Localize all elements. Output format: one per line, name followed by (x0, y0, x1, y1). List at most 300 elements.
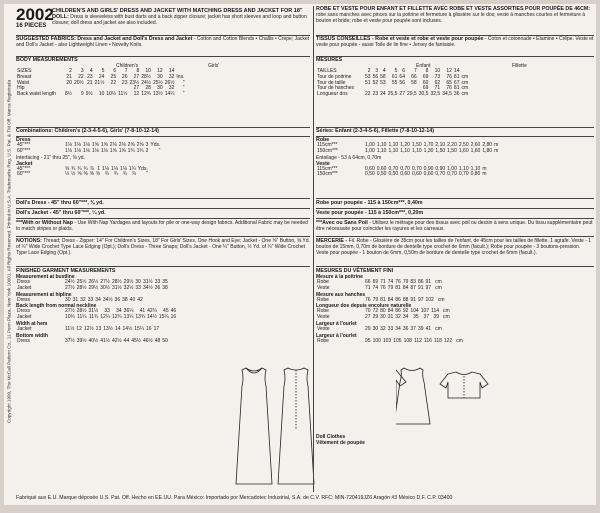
dress-yardage-cell: 1⅝ (91, 142, 99, 148)
robe-metrage-table (316, 143, 499, 155)
mesure-fini-cell: 27 (365, 314, 371, 321)
dress-yardage-cell: 1⅛ (82, 142, 90, 148)
robe-metrage-cell: 1,00 (365, 147, 375, 154)
mesure-fini-cell: cm (435, 279, 442, 285)
finished-measurement-cell: 34½ (102, 296, 113, 303)
body-measurement-cell: 6 (113, 68, 117, 74)
mesure-fini-cell: 84 (387, 308, 394, 315)
mesures-cell: cm (461, 73, 469, 80)
mesure-fini-cell: 116 (423, 337, 432, 344)
veste-metrage-cell: 0,70 (447, 171, 457, 178)
body-measurement-cell: " (182, 85, 185, 92)
robe-metrage-cell: 1,10 (376, 147, 387, 154)
body-measurement-cell: 22 (110, 79, 117, 86)
finished-measurement-cell: 27½ (65, 284, 75, 291)
mesure-fini-cell: 81 (395, 284, 401, 291)
mesure-fini-cell: 72 (372, 308, 379, 315)
finished-measurement-cell: Dress (17, 308, 31, 315)
mesure-fini-cell: 30 (372, 325, 379, 332)
series-text: Séries: Enfant (2-3-4-5-6), Fillette (7-8-10-12-14) (316, 128, 435, 134)
mesure-fini-cell: Robe (317, 296, 329, 303)
jacket-yardage-cell: 1⅛ (110, 165, 118, 172)
mesure-fini-cell: 95 (365, 337, 371, 344)
finished-measurement-cell: 11¾ (88, 314, 99, 321)
mesure-fini-cell: 105 (393, 337, 402, 344)
body-measurement-cell: 8½ (65, 91, 72, 98)
finished-measurement-cell: 14 (114, 325, 121, 332)
mesures-cell: cm (461, 85, 469, 92)
finished-measurement-cell: 37½ (65, 337, 75, 344)
finished-measurement-heading: Bottom width (16, 332, 48, 339)
robe-metrage-cell: m (494, 147, 499, 154)
mesures-cell: 56 (372, 73, 379, 80)
veste-metrage-cell: m (482, 165, 487, 172)
mesures-cell: 27 (399, 91, 405, 98)
jacket-yardage-cell: ¾ (77, 165, 82, 172)
group-girls: Girls' (208, 63, 220, 69)
doll-caption-fr: Vêtement de poupée (316, 440, 365, 446)
body-measurement-cell: Back waist length (17, 91, 56, 98)
finished-measurement-cell: 14½ (147, 314, 157, 321)
divider (16, 208, 310, 209)
body-measurement-cell: " (182, 91, 185, 98)
veste-metrage-cell: 1,10 (458, 165, 469, 172)
mesure-fini-cell: 91 (410, 296, 416, 303)
finished-measurement-cell (169, 339, 171, 345)
mesures-cell: 3 (375, 68, 379, 74)
mesures-cell: 58 (411, 79, 417, 86)
mesure-fini-heading: Largeur à l'ourlet (316, 332, 357, 339)
jacket-yardage-cell: ¾ (122, 171, 127, 178)
finished-measurement-cell: 41½ (100, 337, 110, 344)
pattern-envelope-back (4, 4, 596, 505)
mesures-cell: TAILLES (317, 68, 337, 74)
finished-measurement-cell: 13¾ (135, 314, 146, 321)
dress-yardage-cell: 1⅛ (65, 147, 72, 154)
jacket-label: Jacket (16, 160, 33, 167)
doll-caption (316, 434, 436, 446)
finished-measurement-cell: 42½ (111, 337, 122, 344)
mesures-cell: cm (461, 79, 469, 86)
mesure-fini-cell: 37 (423, 314, 430, 321)
mesure-fini-cell: 118 (433, 337, 442, 344)
notions-label: NOTIONS: (16, 238, 42, 244)
mesure-fini-cell: 32 (395, 314, 401, 321)
body-measurement-cell: 21½ (94, 79, 105, 86)
veste-metrage-cell: 0,50 (365, 171, 375, 178)
mesure-fini-cell: 100 (372, 337, 381, 344)
body-measurement-cell: 20½ (73, 79, 84, 86)
mesure-fini-table (316, 309, 451, 321)
finished-measurement-cell: 12¼ (100, 314, 110, 321)
dress-yardage-cell: 45"*** (17, 142, 31, 148)
mesure-fini-cell: 87 (410, 284, 416, 291)
finished-measurement-cell: 13 (95, 325, 102, 332)
mesure-fini-cell: Veste (317, 325, 330, 332)
mesures-cell: 66 (411, 73, 417, 80)
mesures-cell: 7 (413, 68, 417, 74)
mesures-cell: Tour de hanches (317, 85, 354, 92)
finished-measurement-cell: 41 (139, 308, 146, 315)
tissus-text: - Coton et cotonnade • Étamine • Crêpe. Veste et veste pour poupée - aussi Toile de lin fine • Jersey de fantaisie. (316, 36, 594, 48)
dress-yardage-cell: 1⅛ (100, 147, 108, 154)
mesures-cell: 23 (372, 91, 379, 98)
finished-measurement-heading: Measurement at bustline (16, 274, 75, 280)
dress-yardage-cell: 1¾ (136, 147, 144, 154)
mesure-fini-cell: 91 (417, 284, 424, 291)
jacket-yardage-cell: ½ (71, 171, 76, 178)
finished-measurement-cell: 39½ (76, 337, 87, 344)
finished-measurement-cell: 42 (137, 296, 143, 303)
body-measurement-cell: 25½ (152, 79, 163, 86)
mesure-fini-cell: 35 (413, 314, 419, 321)
nap-label: ***With or Without Nap (16, 220, 73, 226)
body-measurement-cell: 14 (168, 68, 175, 74)
mesure-fini-cell: 102 (425, 296, 434, 303)
body-measurement-cell: 12 (157, 68, 163, 74)
mesure-fini-cell: 108 (403, 337, 412, 344)
mesure-fini-cell: 71 (380, 279, 386, 285)
mesure-fini-cell: cm (437, 296, 445, 303)
dress-yardage-cell: 1¾ (127, 147, 135, 154)
robe-metrage-cell: 2,50 (458, 142, 469, 148)
body-measurement-table (16, 69, 185, 98)
finished-measurement-heading: Back length from normal neckline (16, 303, 97, 310)
body-measurement-cell: SIZES (17, 68, 32, 74)
mesures-cell: 24 (380, 91, 386, 98)
jacket-yardage-cell: ⅞ (131, 171, 136, 178)
body-measurement-cell: 20 (66, 79, 72, 86)
divider (316, 198, 594, 199)
french-desc-text: robe sans manches avec pinces sur la poitrine et fermeture à glissière sur le dos; veste à manches courtes et fermeture à bouton et bride; robe et veste pour poupée sont incluses. (316, 12, 586, 24)
veste-metrage-cell: 150cm*** (317, 171, 338, 178)
body-measurement-cell: 23½ (129, 79, 140, 86)
mesure-fini-cell: 76 (380, 284, 386, 291)
body-measurement-cell: 26½ (164, 79, 175, 86)
jacket-yardage-row (16, 172, 149, 178)
finished-measurement-cell: 15¼ (134, 325, 144, 332)
robe-metrage-cell: m (494, 142, 499, 148)
body-measurement-cell: 2 (69, 68, 72, 74)
mesure-fini-cell: 107 (420, 308, 430, 315)
robe-metrage-cell: 1,60 (458, 147, 469, 154)
mesure-fini-table (316, 339, 464, 345)
footer-legal: Fabriqué aux E.U. Marque déposée U.S. Pat. Off. Hecho en EE.UU. Para México: Importado por Mercadotec Industrial, S.A. de C.V. RFC: MIN-720419JZ6 Aragón #3 México D.F. C.P. 03400 (16, 495, 453, 501)
veste-metrage-cell: 0,70 (400, 165, 410, 172)
mesure-fini-cell: 66 (365, 279, 371, 285)
main-content (16, 6, 594, 492)
poil-text: - Utilisez le métrage pour des tissus avec poil ou dessin à sens unique. Du tissu supplémentaire peut être nécessaire pour coïncider les rayures et les carreaux. (316, 220, 593, 232)
dress-yardage-cell: " (158, 147, 161, 154)
mesures-cell: 76 (446, 85, 452, 92)
nap-note (16, 220, 310, 232)
mesure-fini-cell: 39 (433, 314, 440, 321)
mesures-cell: 69 (422, 73, 429, 80)
body-measurement-cell: 27 (133, 85, 140, 92)
fini-list (316, 274, 594, 345)
mesure-fini-cell: 81 (380, 296, 386, 303)
mesure-fini-cell: 91 (425, 279, 432, 285)
jacket-yardage-cell: ¾ (113, 171, 118, 178)
mesure-fini-cell: 86 (395, 308, 401, 315)
robe-metrage-cell: 1,50 (447, 147, 457, 154)
mesure-fini-cell: 86 (395, 296, 401, 303)
finished-measurement-cell: 48 (154, 337, 161, 344)
finished-measurement-cell: 25½ (76, 279, 87, 285)
finished-measurement-cell: 33 (104, 308, 110, 315)
mesure-fini-cell: 34 (395, 325, 401, 332)
finished-measurement-cell: 14½ (122, 325, 133, 332)
finished-measurement-cell: 46½ (142, 337, 153, 344)
mesure-fini-cell: 39 (417, 325, 424, 332)
robe-metrage-cell: 2,80 (482, 142, 493, 148)
body-measurement-cell: 21 (66, 73, 72, 80)
mesures-cell: 53 (365, 73, 371, 80)
group-fillette: Fillette (512, 63, 527, 69)
body-measurement-cell: 11½ (118, 91, 128, 98)
finished-measurement-cell: 30½ (100, 284, 110, 291)
fini-label: MESURES DU VÊTEMENT FINI (316, 268, 394, 274)
finished-measurement-cell: 31½ (111, 284, 122, 291)
mesures-cell: 8 (425, 68, 429, 74)
finished-measurement-cell: 16 (170, 314, 177, 321)
mesure-fini-cell: 79 (387, 284, 394, 291)
doll-caption-en: Doll Clothes (316, 434, 346, 440)
body-measurement-cell: 28 (145, 85, 151, 92)
finished-measurement-cell: 44 (123, 337, 130, 344)
notions-text: Thread; Dress - Zipper: 14" For Children's Sizes, 18" For Girls' Sizes, One Hook and Eye; Jacket - One ⅝" Button, ⅝ Yd. of ¼" Wide Crochet Type Lace Edging (Opt.); Doll's Dress - Three Snaps; Doll's Jacket - One ¼" Button, ½ Yd. of ¼" Wide Crochet Type Lace Edging (Opt.). (16, 238, 310, 256)
suggested-fabrics (16, 36, 310, 48)
mercerie-label: MERCERIE - (316, 238, 348, 244)
divider (316, 236, 594, 237)
body-measurement-cell: 22 (78, 73, 84, 80)
veste-metrage-cell: 0,90 (423, 165, 434, 172)
dress-yardage-cell: 1⅛ (91, 147, 99, 154)
finished-measurement-cell: 34½ (142, 284, 153, 291)
mesure-fini-table (316, 280, 443, 292)
finished-measurement-cell: 45½ (131, 337, 141, 344)
robe-metrage-cell: 1,10 (411, 147, 422, 154)
mesures-cell: 55 (391, 79, 398, 86)
divider (16, 218, 310, 219)
poil-note (316, 220, 594, 232)
robe-metrage-cell: 1,10 (388, 142, 399, 148)
mesure-fini-cell: 76 (365, 296, 371, 303)
finished-measurement-cell: 34 (116, 308, 122, 315)
body-measurement-cell: 10½ (106, 91, 117, 98)
mesure-fini-cell: 97 (417, 296, 424, 303)
mesure-fini-cell: 84 (387, 296, 394, 303)
mesure-fini-cell: 71 (365, 284, 371, 291)
finished-measurement-cell: 30 (65, 296, 71, 303)
finished-measurement-cell: 28½ (111, 279, 122, 285)
jacket-yardage-cell: 45"*** (17, 165, 31, 172)
finished-measurement-cell: Jacket (17, 325, 32, 332)
finished-measurement-table (16, 339, 171, 345)
mesures-cell: 14 (453, 68, 460, 74)
mesure-fini-heading: Longueur dos depuis encolure naturelle (316, 303, 412, 310)
body-measurement-cell: 13½ (152, 91, 163, 98)
pieces-count: 16 PIECES (16, 23, 47, 29)
jacket-yardage-cell: ⅝ (83, 171, 88, 178)
body-measurement-cell: 9½ (85, 91, 93, 98)
robe-metrage-cell: 1,50 (435, 147, 446, 154)
veste-metrage-row (316, 172, 488, 178)
mesures-cell: 2 (367, 68, 371, 74)
body-measurement-cell: Hip (17, 85, 25, 92)
finished-measurement-cell: Jacket (17, 314, 32, 321)
finished-measurement-cell: 34 (95, 296, 101, 303)
jacket-yardage-cell: ⅝ (89, 171, 94, 178)
finished-measurement-cell: 36 (154, 284, 161, 291)
mesure-fini-cell: 29 (372, 314, 379, 321)
mesure-fini-cell: Veste (317, 314, 330, 321)
robe-metrage-cell: 1,10 (376, 142, 387, 148)
finished-measurement-cell: 36¼ (123, 308, 134, 315)
jacket-yardage-cell: ½ (65, 171, 70, 178)
mesures-cell: 69 (422, 85, 429, 92)
mesures-cell: 53 (380, 79, 386, 86)
body-measurements (16, 57, 310, 98)
veste-metrage-cell: 1,10 (470, 165, 481, 172)
doll-jacket-text: Doll's Jacket - 45" thru 60"***, ¼ yd. (16, 210, 106, 216)
body-measurement-cell: 25 (110, 73, 117, 80)
dress-yardage-cell: 3 (145, 142, 149, 148)
mesures-cell: Tour de poitrine (317, 73, 352, 80)
mesure-fini-cell: 104 (410, 308, 419, 315)
mesure-fini-heading: Largeur à l'ourlet (316, 320, 357, 327)
body-measurement-cell: 23 (87, 73, 93, 80)
mesures-cell: 10 (434, 68, 441, 74)
finished-measurement-cell: 26½ (88, 279, 99, 285)
body-measurement-cell: 8 (136, 68, 140, 74)
metrage-section (316, 137, 594, 178)
mesures-cell: 29,5 (406, 91, 417, 98)
finished-measurement-table (16, 280, 171, 292)
dress-yardage-cell: 60"*** (17, 147, 31, 154)
finished-measurement-cell: 42¼ (147, 308, 157, 315)
poil-label: ***Avec ou Sans Poil (316, 220, 368, 226)
mesure-fini-cell: 29 (365, 325, 371, 332)
jacket-yardage-cell: ⅝ (77, 171, 82, 178)
dress-yardage-cell: 1⅝ (100, 142, 108, 148)
robe-metrage-cell: 1,60 (470, 147, 481, 154)
robe-metrage-cell: 1,00 (365, 142, 375, 148)
mesures-cell: 67 (453, 79, 460, 86)
body-measurement-cell: Breast (17, 73, 32, 80)
dress-yardage-cell: 1⅛ (73, 147, 81, 154)
jacket-yardage-cell: ¾ (104, 171, 109, 178)
body-measurement-cell: 3 (80, 68, 84, 74)
mesure-fini-cell: cm (456, 337, 463, 344)
mesure-fini-cell: 97 (425, 284, 432, 291)
finished-measurement-cell: 45 (163, 308, 169, 315)
finished-measurement-cell: 28½ (76, 308, 87, 315)
finished-label: FINISHED GARMENT MEASUREMENTS (16, 268, 116, 274)
tissus-label: TISSUS CONSEILLÉS - Robe et veste et robe et veste pour poupée (316, 36, 484, 42)
finished-measurement-cell: 33 (135, 284, 141, 291)
mesure-fini-cell: cm (435, 325, 442, 332)
finished-measurement-cell: 31 (72, 296, 79, 303)
divider (316, 266, 594, 267)
body-measurement-cell: " (182, 79, 185, 86)
veste-metrage-cell: 0,80 (470, 171, 481, 178)
combinations-text: Combinations: Children's (2-3-4-5-6), Girls' (7-8-10-12-14) (16, 128, 159, 134)
jacket-yardage-cell: ⅞ (89, 165, 94, 172)
body-measurement-row (16, 92, 185, 98)
finished-measurement-cell: 40 (129, 296, 136, 303)
mesures-cell: 52 (372, 79, 379, 86)
robe-metrage-cell: 2,20 (447, 142, 457, 148)
veste-metrage-cell: m (482, 171, 487, 178)
mesures-cell: 6 (402, 68, 405, 74)
veste-metrage-cell: 1,00 (447, 165, 457, 172)
body-measurement-cell: 7 (124, 68, 128, 74)
finished-measurement-cell: 46 (170, 308, 177, 315)
finished-measurement-cell: 24½ (65, 279, 75, 285)
robe-metrage-cell: 1,10 (400, 147, 410, 154)
fabrics-label: SUGGESTED FABRICS: Dress and Jacket and Doll's Dress and Jacket (16, 36, 193, 42)
body-measurement-cell: Ins. (176, 73, 185, 80)
group-childrens: Children's (116, 63, 139, 69)
mesure-fini-cell: 74 (387, 279, 394, 285)
body-measurement-cell: 12 (133, 91, 140, 98)
group-enfant: Enfant (416, 63, 431, 69)
mesures-cell: 25,5 (387, 91, 398, 98)
finished-measurement-cell: Jacket (17, 284, 32, 291)
mesure-fini-cell: 84 (402, 284, 409, 291)
body-measurement-cell: 10 (98, 91, 105, 98)
dress-yardage-cell: 1⅛ (65, 142, 72, 148)
mesure-fini-cell: Robe (317, 308, 329, 315)
mesures-cell: 34,5 (442, 91, 452, 98)
finished-measurement-cell: 11½ (65, 325, 75, 332)
body-measurement-cell: 30 (157, 73, 163, 80)
body-measurement-cell: 23 (121, 79, 128, 86)
body-measurement-cell: 26 (121, 73, 128, 80)
robe-metrage-cell: 1,20 (400, 142, 410, 148)
mesure-fini-cell: 37 (410, 325, 416, 332)
finished-measurement-cell: 28½ (76, 284, 87, 291)
mesure-fini-row (316, 339, 464, 345)
body-measurement-cell: 30 (157, 85, 163, 92)
jacket-yardage-cell: 1¼ (128, 165, 136, 172)
mesure-fini-cell: 83 (410, 279, 416, 285)
mesure-fini-cell: cm (443, 308, 450, 315)
yardage-section (16, 137, 310, 178)
series (316, 128, 594, 134)
dress-yardage-cell: 1⅝ (118, 147, 126, 154)
mesure-fini-cell: Robe (317, 279, 329, 285)
dress-yardage-cell: 2⅛ (118, 142, 126, 148)
body-measurement-cell: 4 (89, 68, 93, 74)
finished-measurement-table (16, 309, 179, 321)
jacket-yardage-cell: 60"*** (17, 171, 31, 178)
mesure-fini-cell: 76 (395, 279, 401, 285)
robe-poupee-text: Robe pour poupée - 115 à 150cm***, 0,40m (316, 200, 423, 206)
mesure-fini-cell: 36 (402, 325, 409, 332)
finished-measurement-cell: 29½ (88, 284, 99, 291)
finished-measurement-cell: 40½ (88, 337, 99, 344)
mesure-fini-cell: 69 (372, 279, 379, 285)
finished-measurement-cell: 36 (114, 296, 121, 303)
finished-measurement-cell: 32 (80, 296, 86, 303)
veste-poupee (316, 210, 594, 216)
mesures-cell: 81 (453, 73, 460, 80)
finished-measurement-cell: 13¼ (123, 314, 134, 321)
mesures-cell: Tour de taille (317, 79, 346, 86)
interfacing-text: Interfacing - 21" thru 25", ⅜ yd. (16, 154, 85, 161)
